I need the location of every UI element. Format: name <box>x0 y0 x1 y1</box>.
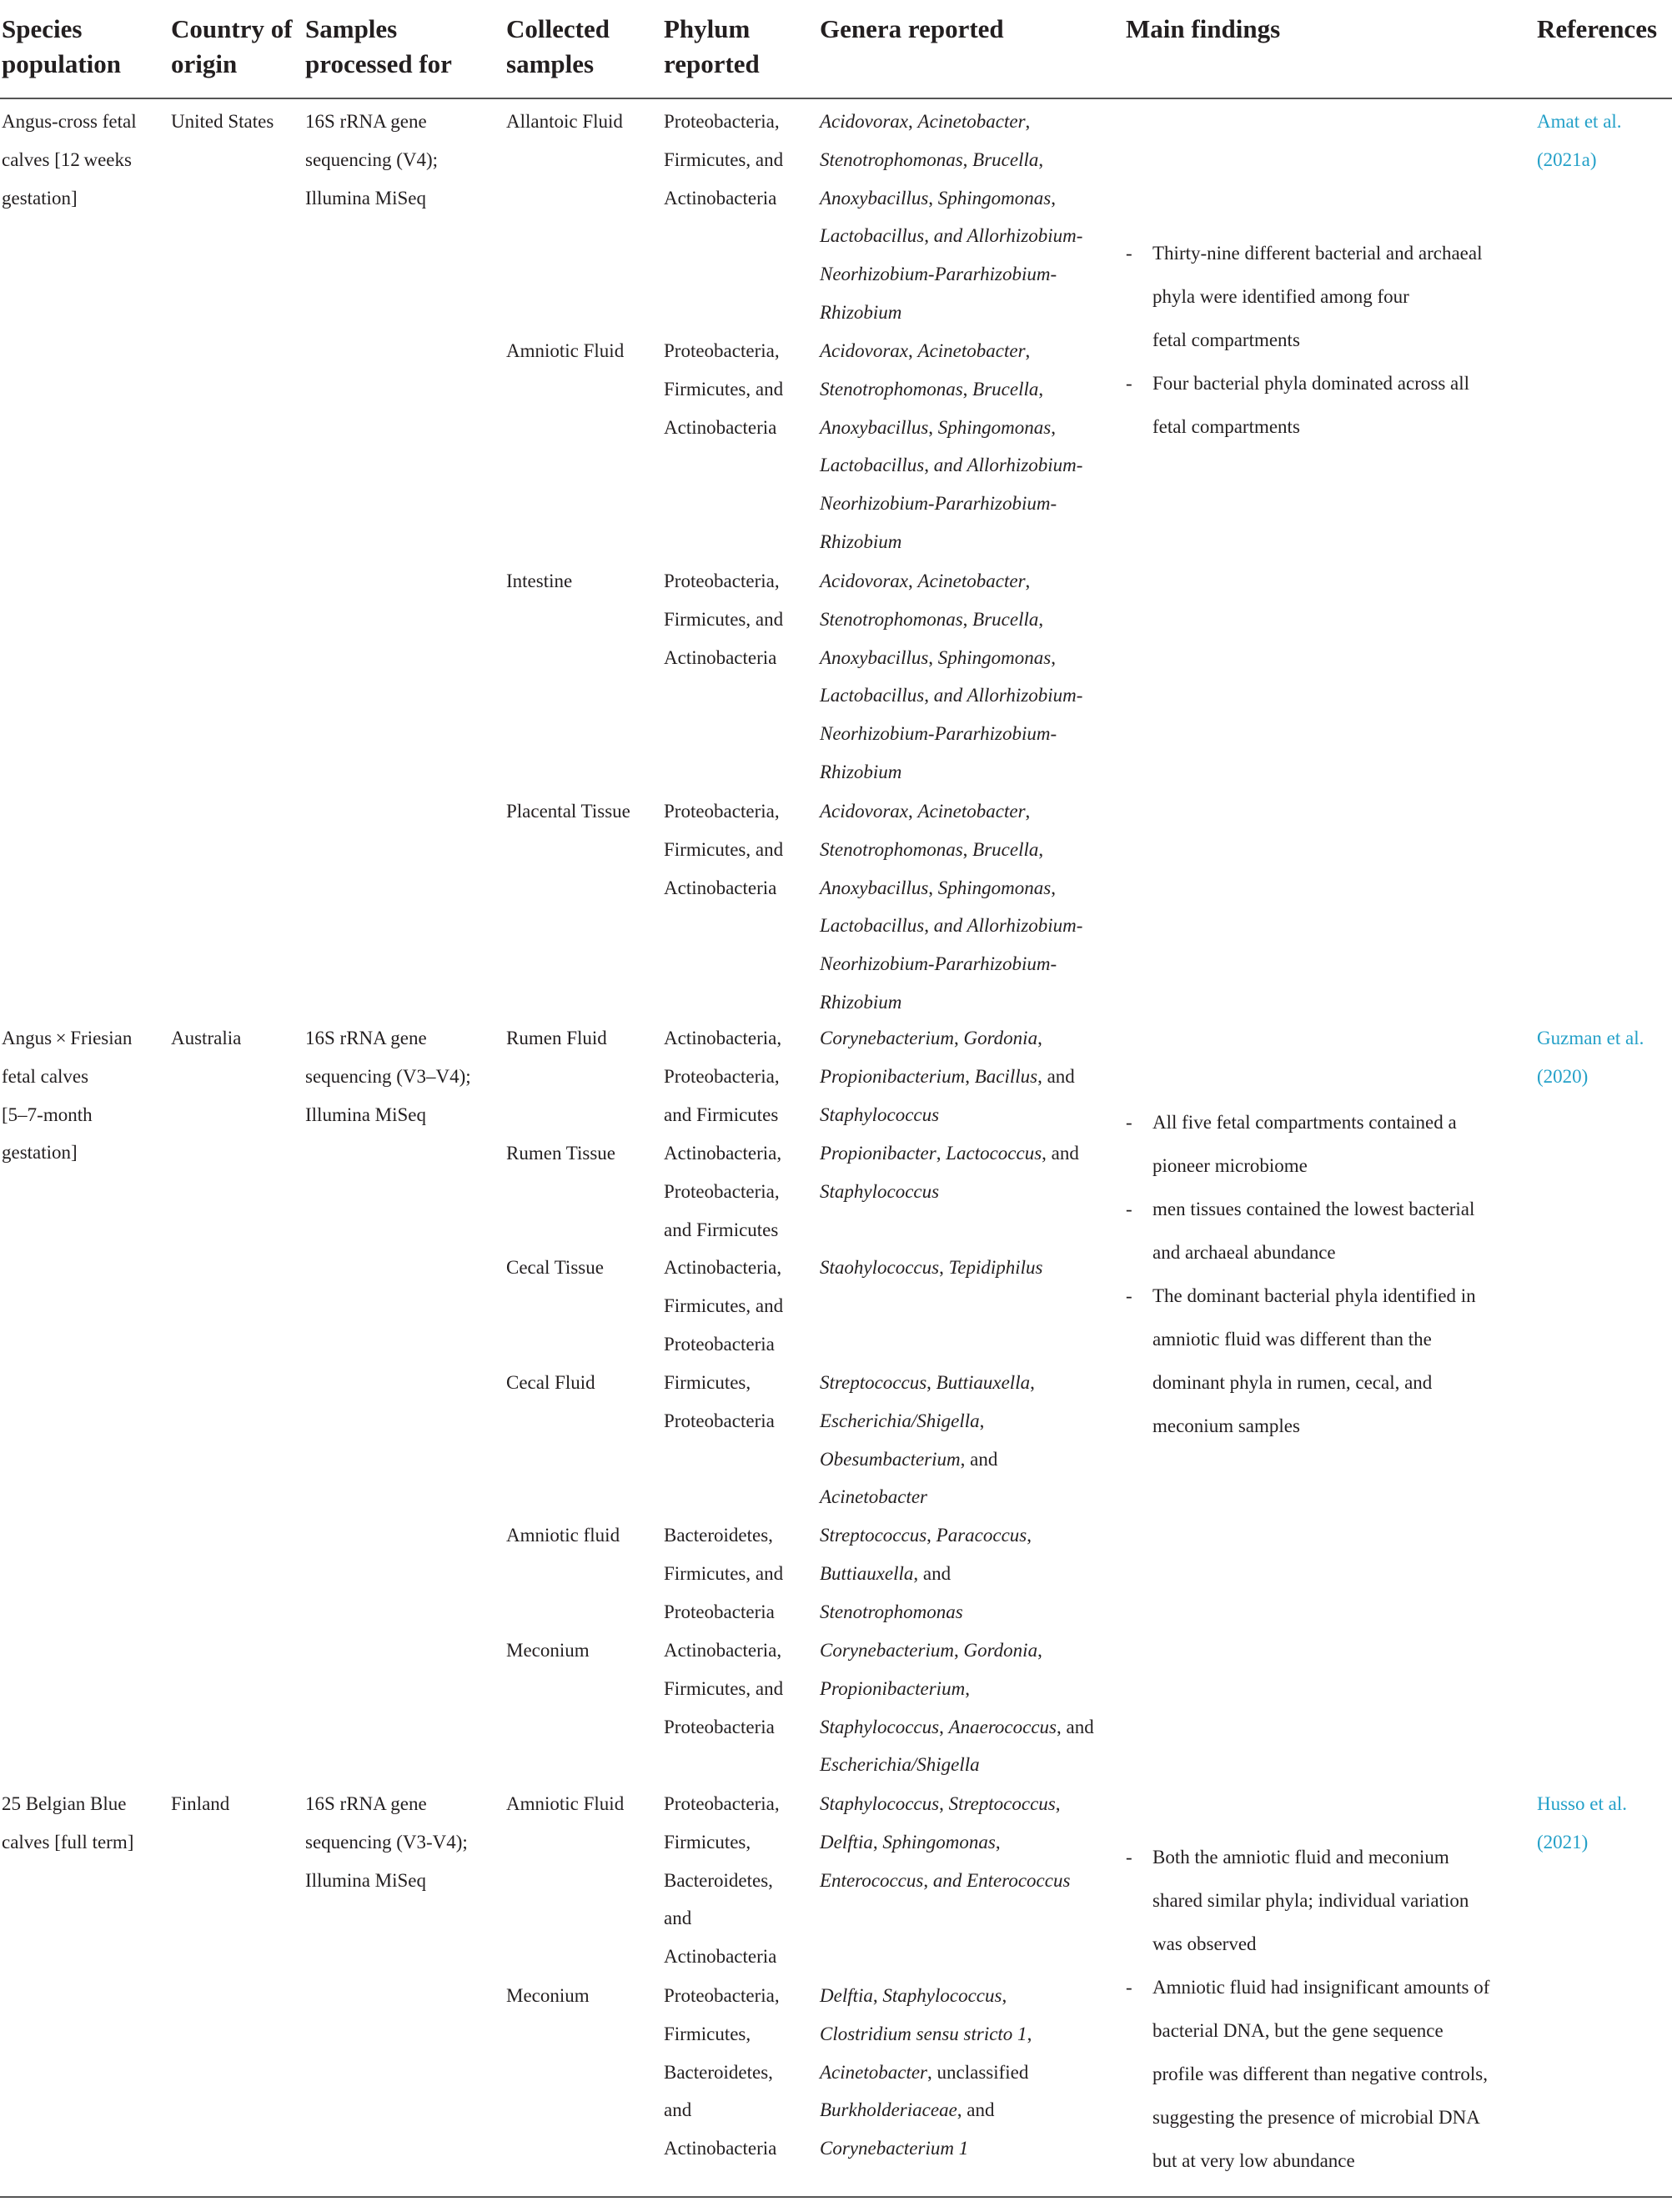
phylum-reported-line: Actinobacteria, <box>664 1028 782 1048</box>
finding-item <box>1126 1101 1476 1188</box>
phylum-reported <box>664 792 783 907</box>
finding-line: was observed <box>1152 1933 1257 1954</box>
genera-reported-line: Rhizobium <box>820 301 902 323</box>
genera-reported-line: Stenotrophomonas, Brucella, <box>820 838 1044 860</box>
phylum-reported-line: and Firmicutes <box>664 1103 779 1125</box>
bullet-dash: - <box>1126 1285 1132 1306</box>
genera-reported-line: Corynebacterium, Gordonia, <box>820 1028 1042 1048</box>
genera-reported-line: Stenotrophomonas, Brucella, <box>820 148 1044 170</box>
genera-reported-line: Lactobacillus, and Allorhizobium- <box>820 455 1083 476</box>
phylum-reported-line: Actinobacteria <box>664 187 777 209</box>
phylum-reported-line: Proteobacteria, <box>664 1065 780 1087</box>
species-population-line: [5–7-month <box>2 1103 93 1125</box>
species-population-line: gestation] <box>2 187 78 209</box>
genera-reported <box>820 562 1082 792</box>
finding-line: dominant phyla in rumen, cecal, and <box>1152 1372 1433 1393</box>
genera-reported-line: Enterococcus, and Enterococcus <box>820 1869 1071 1891</box>
table-bottom-rule <box>0 2196 1672 2198</box>
bullet-dash: - <box>1126 373 1132 394</box>
finding-line: Four bacterial phyla dominated across all <box>1152 373 1470 394</box>
genera-reported <box>820 1977 1032 2168</box>
genera-reported-line: Lactobacillus, and Allorhizobium- <box>820 685 1083 706</box>
collected-sample: Meconium <box>506 1985 590 2006</box>
genera-reported-line: Neorhizobium-Pararhizobium- <box>820 493 1057 515</box>
genera-reported <box>820 792 1082 1022</box>
samples-processed-for-line: 16S rRNA gene <box>305 1793 427 1814</box>
phylum-reported-line: Proteobacteria <box>664 1601 775 1622</box>
genera-reported-line: Burkholderiaceae, and <box>820 2099 995 2121</box>
phylum-reported <box>664 1134 781 1249</box>
header-genera: Genera reported <box>820 14 1004 43</box>
genera-reported <box>820 1631 1094 1784</box>
header-species: Species population <box>2 14 122 78</box>
genera-reported-line: Streptococcus, Buttiauxella, <box>820 1372 1035 1393</box>
collected-sample: Intestine <box>506 571 573 591</box>
phylum-reported-line: Firmicutes, and <box>664 608 784 630</box>
samples-processed-for-line: 16S rRNA gene <box>305 111 427 132</box>
phylum-reported-line: Firmicutes, and <box>664 1677 784 1699</box>
species-population-line: 25 Belgian Blue <box>2 1793 127 1814</box>
genera-reported-line: Propionibacterium, Bacillus, and <box>820 1065 1075 1087</box>
finding-line: amniotic fluid was different than the <box>1152 1329 1432 1350</box>
genera-reported-line: Lactobacillus, and Allorhizobium- <box>820 915 1083 937</box>
phylum-reported <box>664 1249 783 1363</box>
phylum-reported-line: Actinobacteria, <box>664 1640 782 1661</box>
genera-reported-line: Streptococcus, Paracoccus, <box>820 1525 1032 1546</box>
phylum-reported-line: Firmicutes, and <box>664 378 784 400</box>
collected-sample: Rumen Fluid <box>506 1028 607 1048</box>
phylum-reported-line: Proteobacteria <box>664 1333 775 1355</box>
phylum-reported-line: Proteobacteria <box>664 1410 775 1431</box>
finding-line: shared similar phyla; individual variation <box>1152 1890 1469 1911</box>
genera-reported-line: Neorhizobium-Pararhizobium- <box>820 953 1057 975</box>
finding-line: bacterial DNA, but the gene sequence <box>1152 2020 1444 2041</box>
genera-reported-line: Acidovorax, Acinetobacter, <box>820 111 1031 132</box>
genera-reported <box>820 1249 1042 1287</box>
genera-reported <box>820 1364 1035 1516</box>
samples-processed-for-line: 16S rRNA gene <box>305 1028 427 1048</box>
genera-reported-line: Acidovorax, Acinetobacter, <box>820 571 1031 591</box>
phylum-reported-line: and Firmicutes <box>664 1219 779 1240</box>
genera-reported <box>820 1019 1075 1134</box>
finding-item <box>1126 1274 1476 1448</box>
phylum-reported-line: Bacteroidetes, <box>664 1869 773 1891</box>
bullet-dash: - <box>1126 1977 1132 1998</box>
samples-processed-for-line: Illumina MiSeq <box>305 1869 427 1891</box>
phylum-reported-line: Proteobacteria <box>664 1716 775 1737</box>
collected-sample: Amniotic Fluid <box>506 1793 625 1814</box>
phylum-reported-line: Proteobacteria, <box>664 1985 780 2006</box>
phylum-reported-line: Proteobacteria, <box>664 1180 780 1202</box>
genera-reported-line: Corynebacterium 1 <box>820 2138 969 2159</box>
genera-reported-line: Rhizobium <box>820 530 902 552</box>
collected-sample: Placental Tissue <box>506 801 630 822</box>
species-population <box>2 103 137 217</box>
phylum-reported <box>664 332 783 446</box>
genera-reported-line: Staphylococcus <box>820 1180 940 1202</box>
samples-processed-for-line: sequencing (V3-V4); <box>305 1831 468 1853</box>
collected-sample: Amniotic Fluid <box>506 340 625 361</box>
phylum-reported-line: and <box>664 2099 692 2121</box>
genera-reported-line: Anoxybacillus, Sphingomonas, <box>820 187 1056 209</box>
finding-line: meconium samples <box>1152 1415 1300 1436</box>
genera-reported-line: Anoxybacillus, Sphingomonas, <box>820 646 1056 668</box>
reference-link-line: Husso et al. <box>1537 1793 1627 1814</box>
genera-reported-line: Escherichia/Shigella <box>820 1754 980 1776</box>
phylum-reported-line: Proteobacteria, <box>664 111 780 132</box>
finding-line: men tissues contained the lowest bacterial <box>1152 1199 1475 1219</box>
finding-line: fetal compartments <box>1152 416 1300 437</box>
genera-reported-line: Neorhizobium-Pararhizobium- <box>820 264 1057 285</box>
finding-line: The dominant bacterial phyla identified in <box>1152 1285 1476 1306</box>
genera-reported-line: Rhizobium <box>820 991 902 1013</box>
genera-reported <box>820 103 1082 332</box>
genera-reported-line: Anoxybacillus, Sphingomonas, <box>820 877 1056 898</box>
phylum-reported-line: Proteobacteria, <box>664 340 780 361</box>
genera-reported-line: Clostridium sensu stricto 1, <box>820 2023 1032 2044</box>
phylum-reported-line: Firmicutes, <box>664 2023 751 2044</box>
finding-line: Amniotic fluid had insignificant amounts of <box>1152 1977 1490 1998</box>
reference-link[interactable] <box>1537 1019 1644 1096</box>
genera-reported-line: Staphylococcus <box>820 1103 940 1125</box>
reference-link-line: (2021) <box>1537 1831 1589 1853</box>
genera-reported-line: Staohylococcus, Tepidiphilus <box>820 1257 1043 1278</box>
genera-reported <box>820 1785 1070 1899</box>
finding-line: but at very low abundance <box>1152 2150 1355 2171</box>
genera-reported-line: Staphylococcus, Anaerococcus, and <box>820 1716 1094 1737</box>
finding-item <box>1126 1188 1476 1274</box>
country-of-origin: Finland <box>171 1793 230 1814</box>
genera-reported-line: Delftia, Staphylococcus, <box>820 1985 1007 2006</box>
phylum-reported-line: Actinobacteria <box>664 1946 777 1968</box>
country-of-origin: United States <box>171 111 274 132</box>
genera-reported <box>820 1134 1079 1211</box>
finding-line: pioneer microbiome <box>1152 1155 1308 1176</box>
genera-reported-line: Staphylococcus, Streptococcus, <box>820 1793 1061 1814</box>
samples-processed-for <box>305 1785 468 1899</box>
phylum-reported-line: Actinobacteria, <box>664 1257 782 1278</box>
collected-sample: Meconium <box>506 1640 590 1661</box>
phylum-reported-line: Actinobacteria <box>664 646 777 668</box>
genera-reported-line: Delftia, Sphingomonas, <box>820 1831 1001 1853</box>
genera-reported-line: Propionibacter, Lactococcus, and <box>820 1143 1079 1164</box>
genera-reported-line: Corynebacterium, Gordonia, <box>820 1640 1042 1661</box>
samples-processed-for-line: Illumina MiSeq <box>305 1103 427 1125</box>
phylum-reported <box>664 1516 783 1631</box>
phylum-reported <box>664 1019 781 1134</box>
species-population-line: fetal calves <box>2 1065 89 1087</box>
genera-reported-line: Escherichia/Shigella, <box>820 1410 985 1431</box>
bullet-dash: - <box>1126 243 1132 264</box>
species-population-line: calves [full term] <box>2 1831 134 1853</box>
collected-sample: Allantoic Fluid <box>506 111 623 132</box>
genera-reported <box>820 332 1082 561</box>
genera-reported-line: Stenotrophomonas <box>820 1601 963 1622</box>
phylum-reported-line: Actinobacteria <box>664 877 777 898</box>
phylum-reported-line: Proteobacteria, <box>664 571 780 591</box>
species-population <box>2 1019 132 1172</box>
main-findings <box>1126 1836 1489 2183</box>
phylum-reported-line: Firmicutes, and <box>664 1295 784 1316</box>
finding-item <box>1126 1836 1489 1966</box>
phylum-reported-line: Actinobacteria <box>664 416 777 438</box>
genera-reported-line: Acidovorax, Acinetobacter, <box>820 340 1031 361</box>
reference-link[interactable] <box>1537 1785 1627 1862</box>
bullet-dash: - <box>1126 1847 1132 1868</box>
finding-line: All five fetal compartments contained a <box>1152 1112 1457 1133</box>
phylum-reported <box>664 1364 775 1440</box>
phylum-reported-line: Bacteroidetes, <box>664 1525 773 1546</box>
phylum-reported-line: Firmicutes, <box>664 1372 751 1393</box>
finding-item <box>1126 232 1482 362</box>
genera-reported-line: Obesumbacterium, and <box>820 1448 998 1470</box>
genera-reported-line: Buttiauxella, and <box>820 1562 951 1584</box>
main-findings <box>1126 1101 1476 1448</box>
genera-reported-line: Rhizobium <box>820 761 902 782</box>
header-collected-samples: Collected samples <box>506 14 610 78</box>
collected-sample: Cecal Tissue <box>506 1257 604 1278</box>
reference-link-line: (2020) <box>1537 1065 1589 1087</box>
genera-reported-line: Stenotrophomonas, Brucella, <box>820 378 1044 400</box>
finding-line: phyla were identified among four <box>1152 286 1409 307</box>
country-of-origin: Australia <box>171 1028 242 1048</box>
genera-reported-line: Anoxybacillus, Sphingomonas, <box>820 416 1056 438</box>
phylum-reported-line: Actinobacteria, <box>664 1143 782 1164</box>
phylum-reported-line: Firmicutes, <box>664 1831 751 1853</box>
collected-sample: Amniotic fluid <box>506 1525 620 1546</box>
finding-item <box>1126 1966 1489 2183</box>
reference-link[interactable] <box>1537 103 1622 179</box>
finding-line: fetal compartments <box>1152 329 1300 350</box>
finding-line: profile was different than negative controls, <box>1152 2064 1488 2084</box>
header-phylum: Phylum reported <box>664 14 760 78</box>
header-samples-processed: Samples processed for <box>305 14 452 78</box>
phylum-reported-line: Firmicutes, and <box>664 1562 784 1584</box>
phylum-reported <box>664 103 783 217</box>
bullet-dash: - <box>1126 1199 1132 1219</box>
samples-processed-for <box>305 103 438 217</box>
genera-reported-line: Lactobacillus, and Allorhizobium- <box>820 225 1083 247</box>
finding-item <box>1126 362 1482 449</box>
reference-link-line: (2021a) <box>1537 148 1597 170</box>
samples-processed-for-line: sequencing (V4); <box>305 148 439 170</box>
collected-sample: Rumen Tissue <box>506 1143 616 1164</box>
genera-reported-line: Stenotrophomonas, Brucella, <box>820 608 1044 630</box>
species-population-line: Angus × Friesian <box>2 1028 133 1048</box>
genera-reported-line: Acinetobacter, unclassified <box>820 2061 1029 2083</box>
header-references: References <box>1537 14 1658 43</box>
phylum-reported-line: Proteobacteria, <box>664 1793 780 1814</box>
genera-reported-line: Propionibacterium, <box>820 1677 970 1699</box>
phylum-reported <box>664 1631 783 1746</box>
collected-sample: Cecal Fluid <box>506 1372 595 1393</box>
finding-line: Thirty-nine different bacterial and archaeal <box>1152 243 1483 264</box>
species-population-line: calves [12 weeks <box>2 148 132 170</box>
finding-line: suggesting the presence of microbial DNA <box>1152 2107 1480 2128</box>
species-population-line: Angus-cross fetal <box>2 111 137 132</box>
phylum-reported <box>664 562 783 676</box>
genera-reported-line: Acidovorax, Acinetobacter, <box>820 801 1031 822</box>
header-main-findings: Main findings <box>1126 14 1281 43</box>
species-population-line: gestation] <box>2 1142 78 1164</box>
phylum-reported-line: Proteobacteria, <box>664 801 780 822</box>
phylum-reported <box>664 1977 780 2168</box>
reference-link-line: Amat et al. <box>1537 111 1622 132</box>
finding-line: Both the amniotic fluid and meconium <box>1152 1847 1449 1868</box>
main-findings <box>1126 232 1482 449</box>
bullet-dash: - <box>1126 1112 1132 1133</box>
phylum-reported-line: Firmicutes, and <box>664 838 784 860</box>
phylum-reported-line: Bacteroidetes, <box>664 2061 773 2083</box>
species-population <box>2 1785 133 1862</box>
reference-link-line: Guzman et al. <box>1537 1028 1644 1048</box>
header-country: Country of origin <box>171 14 293 78</box>
samples-processed-for-line: Illumina MiSeq <box>305 187 427 209</box>
genera-reported-line: Neorhizobium-Pararhizobium- <box>820 723 1057 745</box>
phylum-reported-line: Actinobacteria <box>664 2138 777 2159</box>
phylum-reported <box>664 1785 780 1976</box>
phylum-reported-line: and <box>664 1908 692 1929</box>
finding-line: and archaeal abundance <box>1152 1242 1336 1263</box>
samples-processed-for-line: sequencing (V3–V4); <box>305 1065 471 1087</box>
genera-reported <box>820 1516 1032 1631</box>
phylum-reported-line: Firmicutes, and <box>664 148 784 170</box>
genera-reported-line: Acinetobacter <box>820 1486 928 1508</box>
header-rule <box>0 98 1672 99</box>
samples-processed-for <box>305 1019 471 1134</box>
